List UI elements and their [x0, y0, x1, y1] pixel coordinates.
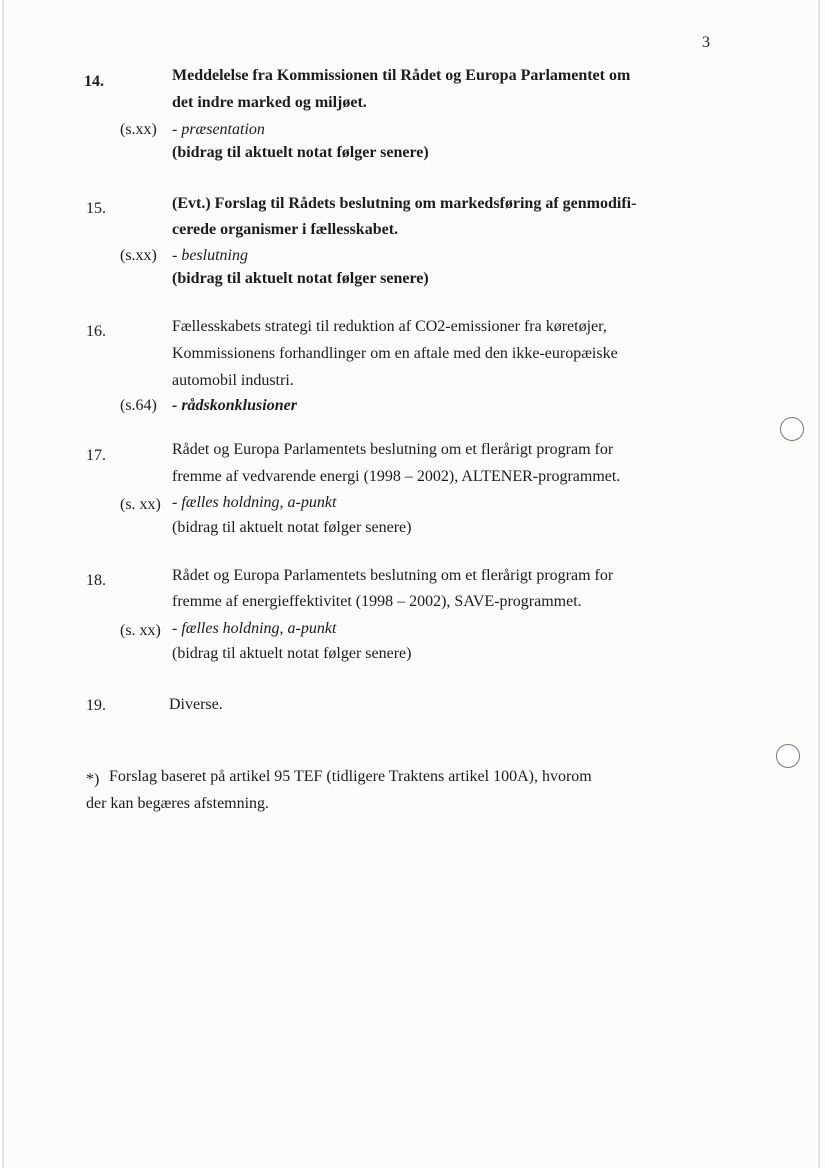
item-title-line: Fællesskabets strategi til reduktion af CO2-emissioner fra køretøjer,	[172, 318, 607, 335]
footnote-line: Forslag baseret på artikel 95 TEF (tidligere Traktens artikel 100A), hvorom	[109, 768, 592, 785]
item-title-line: fremme af energieffektivitet (1998 – 2002), SAVE-programmet.	[172, 593, 582, 610]
item-number: 15.	[86, 200, 106, 217]
item-reference: (s.xx)	[120, 247, 157, 264]
item-reference: (s.64)	[120, 397, 157, 414]
punch-hole-top	[780, 417, 804, 441]
item-note: (bidrag til aktuelt notat følger senere)	[172, 144, 429, 161]
item-title-line: Rådet og Europa Parlamentets beslutning om et flerårigt program for	[172, 567, 614, 584]
item-number: 16.	[86, 323, 106, 340]
item-title-line: fremme af vedvarende energi (1998 – 2002), ALTENER-programmet.	[172, 468, 621, 485]
item-note: (bidrag til aktuelt notat følger senere)	[172, 519, 412, 536]
item-number: 19.	[86, 697, 106, 714]
item-action: - fælles holdning, a-punkt	[172, 620, 337, 637]
item-text: Diverse.	[169, 696, 223, 713]
item-number: 17.	[86, 447, 106, 464]
item-action: - beslutning	[172, 247, 248, 264]
item-note: (bidrag til aktuelt notat følger senere)	[172, 645, 412, 662]
footnote-line: der kan begæres afstemning.	[86, 795, 270, 812]
item-reference: (s.xx)	[120, 121, 157, 138]
item-reference: (s. xx)	[120, 496, 161, 513]
item-action: - præsentation	[172, 121, 265, 138]
item-note: (bidrag til aktuelt notat følger senere)	[172, 270, 429, 287]
item-title-line: Rådet og Europa Parlamentets beslutning om et flerårigt program for	[172, 441, 614, 458]
punch-hole-bottom	[776, 744, 800, 768]
scan-left-edge	[2, 0, 4, 1168]
item-action: - rådskonklusioner	[172, 397, 297, 414]
item-action: - fælles holdning, a-punkt	[172, 494, 337, 511]
scan-right-edge	[818, 0, 820, 1168]
item-reference: (s. xx)	[120, 622, 161, 639]
item-title-line: automobil industri.	[172, 372, 294, 389]
footnote-marker: *)	[86, 771, 100, 788]
item-number: 18.	[86, 572, 106, 589]
item-title-line: Kommissionens forhandlinger om en aftale med den ikke-europæiske	[172, 345, 618, 362]
item-title-line: det indre marked og miljøet.	[172, 94, 367, 111]
item-title-line: (Evt.) Forslag til Rådets beslutning om markedsføring af genmodifi-	[172, 195, 637, 212]
item-number: 14.	[84, 73, 104, 90]
page-number: 3	[702, 34, 710, 51]
item-title-line: Meddelelse fra Kommissionen til Rådet og Europa Parlamentet om	[172, 67, 631, 84]
item-title-line: cerede organismer i fællesskabet.	[172, 221, 399, 238]
